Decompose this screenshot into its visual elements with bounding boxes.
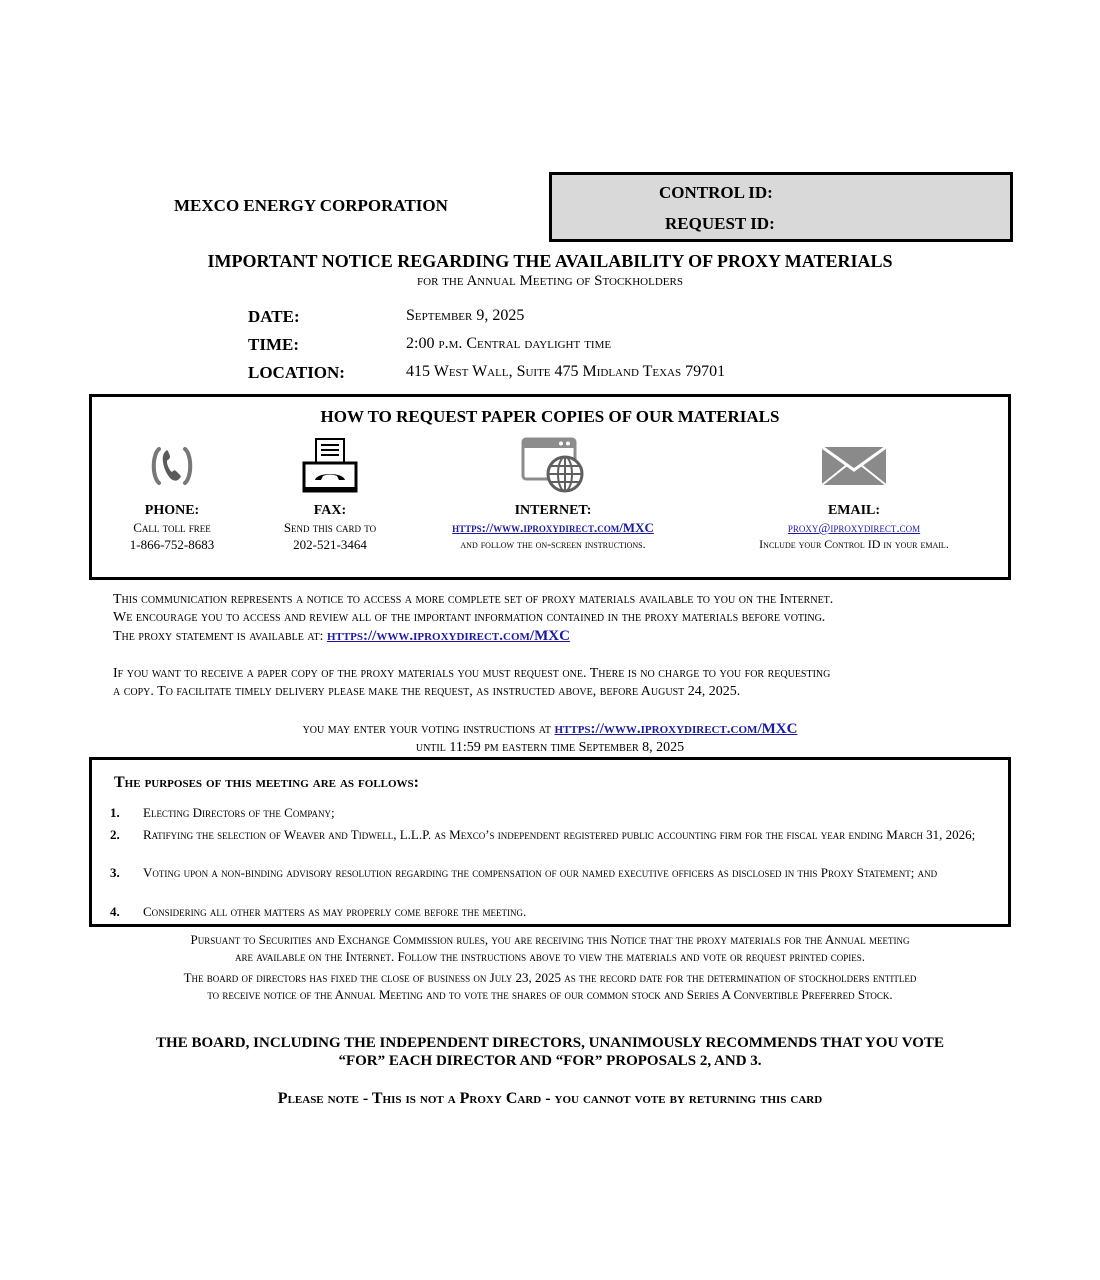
purpose-text: Electing Directors of the Company; — [143, 805, 335, 820]
date-label: DATE: — [248, 307, 300, 326]
proxy-statement-label: The proxy statement is available at: — [113, 629, 324, 644]
email-line2: Include your Control ID in your email. — [759, 537, 949, 551]
record-date-notice — [90, 969, 1010, 1003]
fax-title: FAX: — [313, 503, 347, 518]
phone-number: 1-866-752-8683 — [129, 537, 215, 552]
location-value: 415 West Wall, Suite 475 Midland Texas 79701 — [406, 363, 726, 380]
purpose-text: Considering all other matters as may properly come before the meeting. — [143, 904, 527, 919]
purpose-text: Voting upon a non-binding advisory resolution regarding the compensation of our named executive officers as disclosed in this Proxy Statement; and — [143, 865, 938, 880]
voting-prefix: you may enter your voting instructions at — [302, 722, 551, 737]
paper-copy-line1: If you want to receive a paper copy of the proxy materials you must request one. There is no charge to you for requesting — [113, 666, 831, 681]
phone-icon — [112, 437, 232, 495]
paper-copies-heading: HOW TO REQUEST PAPER COPIES OF OUR MATERIALS — [320, 407, 780, 426]
purpose-item — [110, 804, 990, 821]
purpose-item — [110, 864, 990, 881]
sec-rules-notice — [90, 931, 1010, 965]
phone-title: PHONE: — [144, 503, 200, 518]
voting-instructions — [0, 720, 1100, 757]
purpose-item — [110, 903, 990, 920]
voting-link[interactable]: https://www.iproxydirect.com/MXC — [554, 721, 798, 737]
fax-column — [260, 437, 400, 553]
proxy-statement-link[interactable]: https://www.iproxydirect.com/MXC — [326, 628, 570, 644]
purpose-number: 2. — [110, 827, 120, 842]
control-id-label: CONTROL ID: — [659, 183, 773, 202]
location-label: LOCATION: — [248, 363, 345, 382]
access-line1: This communication represents a notice to access a more complete set of proxy materials available to you on the Internet. — [113, 592, 834, 607]
notice-title: IMPORTANT NOTICE REGARDING THE AVAILABILITY OF PROXY MATERIALS — [207, 251, 893, 271]
phone-column — [112, 437, 232, 553]
board-recommendation — [0, 1034, 1100, 1070]
purpose-item — [110, 826, 990, 843]
time-value: 2:00 p.m. Central daylight time — [406, 335, 612, 352]
fax-line1: Send this card to — [283, 520, 377, 535]
email-link[interactable]: proxy@iproxydirect.com — [787, 520, 921, 535]
purpose-number: 3. — [110, 865, 120, 880]
please-note: Please note - This is not a Proxy Card - you cannot vote by returning this card — [277, 1090, 823, 1107]
fax-number: 202-521-3464 — [293, 537, 367, 552]
access-line2: We encourage you to access and review all of the important information contained in the proxy materials before voting. — [113, 610, 826, 625]
time-label: TIME: — [248, 335, 299, 354]
paper-copies-box — [89, 394, 1011, 580]
sec-line1: Pursuant to Securities and Exchange Commission rules, you are receiving this Notice that the proxy materials for the Annual meeting — [190, 932, 910, 947]
board-line2: “FOR” EACH DIRECTOR AND “FOR” PROPOSALS 2, AND 3. — [338, 1053, 762, 1069]
email-title: EMAIL: — [827, 503, 881, 518]
envelope-icon — [714, 437, 994, 495]
purposes-heading: The purposes of this meeting are as follows: — [114, 774, 419, 791]
sec-line2: are available on the Internet. Follow the instructions above to view the materials and vote or request printed copies. — [234, 949, 866, 964]
request-id-label: REQUEST ID: — [665, 214, 775, 233]
internet-link[interactable]: https://www.iproxydirect.com/MXC — [452, 520, 654, 535]
date-value: September 9, 2025 — [406, 307, 525, 324]
paper-copy-paragraph — [113, 665, 1003, 701]
fax-icon — [260, 437, 400, 495]
purpose-number: 4. — [110, 904, 120, 919]
internet-column — [408, 437, 698, 553]
access-line3 — [113, 627, 1003, 646]
company-name: MEXCO ENERGY CORPORATION — [174, 196, 448, 215]
internet-line2: and follow the on-screen instructions. — [460, 537, 646, 551]
record-line1: The board of directors has fixed the close of business on July 23, 2025 as the record date for the determination of stockholders entitled — [183, 970, 917, 985]
purpose-text: Ratifying the selection of Weaver and Tidwell, L.L.P. as Mexco’s independent registered public accounting firm for the fiscal year ending March 31, 2026; — [143, 827, 976, 842]
notice-subtitle: for the Annual Meeting of Stockholders — [417, 273, 683, 289]
purposes-box — [89, 757, 1011, 927]
id-box — [549, 172, 1013, 242]
voting-line1 — [0, 720, 1100, 739]
board-line1: THE BOARD, INCLUDING THE INDEPENDENT DIRECTORS, UNANIMOUSLY RECOMMENDS THAT YOU VOTE — [156, 1035, 944, 1051]
purpose-number: 1. — [110, 805, 120, 820]
voting-deadline: until 11:59 pm eastern time September 8, 2025 — [415, 740, 685, 755]
access-paragraph — [113, 591, 1003, 646]
web-browser-icon — [408, 437, 698, 495]
record-line2: to receive notice of the Annual Meeting and to vote the shares of our common stock and Series A Convertible Preferred Stock. — [207, 987, 893, 1002]
phone-line1: Call toll free — [133, 520, 211, 535]
internet-title: INTERNET: — [514, 503, 592, 518]
paper-copy-line2: a copy. To facilitate timely delivery please make the request, as instructed above, before August 24, 2025. — [113, 684, 741, 699]
email-column — [714, 437, 994, 553]
